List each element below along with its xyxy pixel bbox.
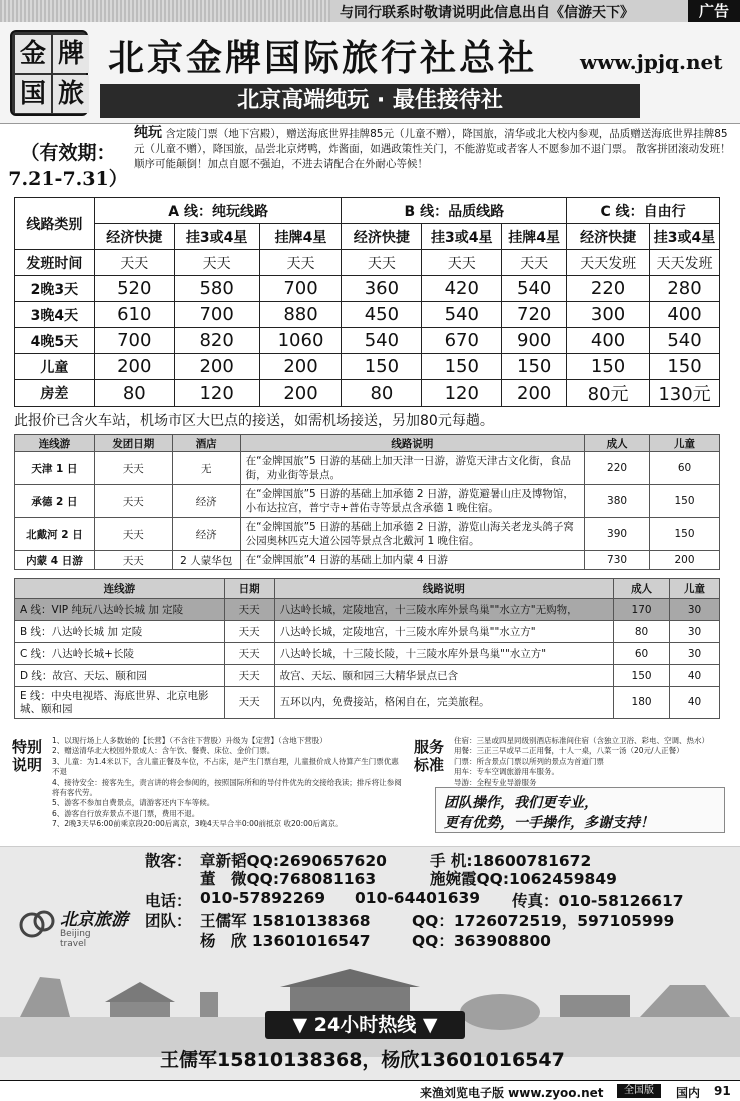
lines-header-row bbox=[15, 579, 720, 599]
price-cell: 200 bbox=[502, 380, 567, 407]
note-line: 3、儿童：为1.4米以下，含儿童正餐及车位，不占床，是产生门票自理，儿童报价成人待算产生门票优惠不退 bbox=[52, 756, 399, 777]
note-lead: 纯玩 bbox=[134, 125, 162, 141]
combo-header-cell: 线路说明 bbox=[240, 435, 584, 452]
lines-adult-cell: 150 bbox=[614, 665, 670, 687]
lines-body bbox=[15, 599, 720, 719]
combo-desc-cell: 在“金牌国旅”4 日游的基础上加内蒙 4 日游 bbox=[240, 551, 584, 570]
price-row bbox=[15, 250, 720, 276]
lines-date-cell: 天天 bbox=[224, 643, 274, 665]
footer-source: 来渔刘览电子版 www.zyoo.net bbox=[420, 1086, 604, 1100]
combo-header-cell: 连线游 bbox=[15, 435, 95, 452]
combo-hotel-cell: 经济 bbox=[172, 485, 240, 518]
hotline-banner bbox=[265, 1011, 465, 1039]
page-footer bbox=[0, 1080, 740, 1100]
price-row bbox=[15, 380, 720, 407]
price-cell: 130元 bbox=[650, 380, 720, 407]
subheader-cell: 挂3或4星 bbox=[174, 224, 259, 250]
combo-hotel-cell: 无 bbox=[172, 452, 240, 485]
combo-body bbox=[15, 452, 720, 570]
lines-date-cell: 天天 bbox=[224, 687, 274, 719]
lines-table bbox=[14, 578, 720, 719]
subheader-cell: 挂3或4星 bbox=[650, 224, 720, 250]
subheader-cell: 挂牌4星 bbox=[259, 224, 342, 250]
team-contact-2: 杨 欣 13601016547 bbox=[200, 932, 371, 950]
price-cell: 540 bbox=[502, 276, 567, 302]
price-cell: 450 bbox=[342, 302, 422, 328]
price-cell: 700 bbox=[259, 276, 342, 302]
lines-desc-cell: 五环以内，免费接站，格闲自在，完美旅程。 bbox=[274, 687, 613, 719]
price-cell: 200 bbox=[259, 380, 342, 407]
price-cell: 580 bbox=[174, 276, 259, 302]
price-cell: 150 bbox=[342, 354, 422, 380]
price-cell: 150 bbox=[650, 354, 720, 380]
team-label: 团队： bbox=[145, 912, 192, 930]
tour-note bbox=[134, 126, 734, 172]
group-header-c: C 线：自由行 bbox=[567, 198, 720, 224]
combo-child-cell: 150 bbox=[650, 518, 720, 551]
lines-child-cell: 30 bbox=[670, 599, 720, 621]
bj-logo-en: Beijing travel bbox=[60, 929, 91, 949]
price-cell: 200 bbox=[94, 354, 174, 380]
price-remark: 此报价已含火车站，机场市区大巴点的接送，如需机场接送，另加80元每趟。 bbox=[14, 413, 494, 429]
price-cell: 天天发班 bbox=[650, 250, 720, 276]
lines-header-cell: 成人 bbox=[614, 579, 670, 599]
service-line: 门票：所含景点门票以所列的景点为首道门票 bbox=[454, 756, 604, 766]
price-cell: 天天 bbox=[259, 250, 342, 276]
sanke-mobile: 手 机:18600781672 bbox=[430, 852, 592, 870]
hotline-chevron-right-icon: ▼ bbox=[422, 1014, 438, 1036]
lines-child-cell: 40 bbox=[670, 687, 720, 719]
price-cell: 天天发班 bbox=[567, 250, 650, 276]
validity-dates: 7.21-7.31） bbox=[8, 168, 128, 190]
price-cell: 80 bbox=[342, 380, 422, 407]
price-cell: 360 bbox=[342, 276, 422, 302]
special-notes-title-1: 特别 bbox=[12, 738, 43, 756]
team-contact-1: 王儒军 15810138368 bbox=[200, 912, 371, 930]
brand-logo bbox=[10, 30, 88, 116]
price-cell: 150 bbox=[567, 354, 650, 380]
combo-header-cell: 儿童 bbox=[650, 435, 720, 452]
service-standard-text bbox=[454, 736, 734, 788]
group-header-a: A 线：纯玩线路 bbox=[94, 198, 342, 224]
top-strip bbox=[0, 0, 740, 22]
combo-date-cell: 天天 bbox=[94, 485, 172, 518]
price-cell: 700 bbox=[94, 328, 174, 354]
phone-label: 电话： bbox=[145, 892, 192, 910]
team-qq-2: QQ：363908800 bbox=[412, 932, 551, 950]
combo-table bbox=[14, 434, 720, 570]
bj-logo-text: 北京旅游 bbox=[60, 910, 128, 930]
combo-name-cell: 内蒙 4 日游 bbox=[15, 551, 95, 570]
price-cell: 520 bbox=[94, 276, 174, 302]
combo-header-cell: 成人 bbox=[585, 435, 650, 452]
service-title-1: 服务 bbox=[414, 738, 445, 756]
lines-row bbox=[15, 643, 720, 665]
price-cell: 610 bbox=[94, 302, 174, 328]
team-qq-1: QQ：1726072519，597105999 bbox=[412, 912, 675, 930]
lines-name-cell: A 线：VIP 纯玩八达岭长城 加 定陵 bbox=[15, 599, 225, 621]
price-body bbox=[15, 250, 720, 407]
service-title-2: 标准 bbox=[414, 756, 445, 774]
combo-adult-cell: 220 bbox=[585, 452, 650, 485]
service-line: 住宿：三星或四星同级别酒店标准间住宿（含独立卫浴、彩电、空调、热水） bbox=[454, 736, 709, 745]
lines-desc-cell: 故宫、天坛、颐和园三大精华景点已含 bbox=[274, 665, 613, 687]
price-cell: 1060 bbox=[259, 328, 342, 354]
beijing-skyline-illustration bbox=[0, 957, 740, 1057]
price-table-corner: 线路类别 bbox=[15, 198, 95, 250]
price-row bbox=[15, 328, 720, 354]
note-line: 5、游客不参加自费景点，请游客还内下车等候。 bbox=[52, 798, 215, 808]
lines-date-cell: 天天 bbox=[224, 665, 274, 687]
price-cell: 540 bbox=[650, 328, 720, 354]
motto-box bbox=[435, 787, 725, 833]
combo-name-cell: 天津 1 日 bbox=[15, 452, 95, 485]
price-cell: 80元 bbox=[567, 380, 650, 407]
price-table bbox=[14, 197, 720, 407]
price-cell: 540 bbox=[422, 302, 502, 328]
price-cell: 400 bbox=[650, 302, 720, 328]
lines-name-cell: C 线：八达岭长城+长陵 bbox=[15, 643, 225, 665]
subheader-row bbox=[15, 224, 720, 250]
logo-char: 旅 bbox=[53, 75, 89, 113]
subheader-cell: 挂3或4星 bbox=[422, 224, 502, 250]
price-row bbox=[15, 302, 720, 328]
price-cell: 220 bbox=[567, 276, 650, 302]
price-cell: 天天 bbox=[342, 250, 422, 276]
website-link[interactable]: www.jpjq.net bbox=[580, 50, 723, 74]
lines-header-cell: 儿童 bbox=[670, 579, 720, 599]
price-cell: 420 bbox=[422, 276, 502, 302]
price-cell: 900 bbox=[502, 328, 567, 354]
hotline-label: 24小时热线 bbox=[313, 1014, 417, 1036]
service-standard-title bbox=[414, 738, 450, 774]
note-text: 含定陵门票（地下宫殿），赠送海底世界挂牌85元（儿童不赠），降国旅，清华或北大校内参观，品质赠送海底世界挂牌85元（儿童不赠），降国旅，品尝北京烤鸭，炸酱面，如遇政策性关门，不能游览或者客人不愿参加不退门票。 散客拼团滚动发班！顺序可能颠倒！加点自愿不强迫，不进去请配合在外耐心等候！ bbox=[134, 128, 731, 170]
price-cell: 700 bbox=[174, 302, 259, 328]
row-label: 儿童 bbox=[15, 354, 95, 380]
special-notes-title-2: 说明 bbox=[12, 756, 43, 774]
logo-char: 金 bbox=[15, 35, 51, 73]
lines-adult-cell: 60 bbox=[614, 643, 670, 665]
lines-name-cell: E 线：中央电视塔、海底世界、北京电影城、颐和园 bbox=[15, 687, 225, 719]
lines-row bbox=[15, 687, 720, 719]
sanke-label: 散客： bbox=[145, 852, 192, 870]
phone-1: 010-57892269 bbox=[200, 889, 326, 907]
sanke-contact-3: 施婉霞QQ:1062459849 bbox=[430, 870, 617, 888]
combo-adult-cell: 730 bbox=[585, 551, 650, 570]
beijing-travel-logo bbox=[18, 903, 138, 953]
cloud-emblem-icon bbox=[18, 907, 58, 943]
source-notice: 与同行联系时敬请说明此信息出自《信游天下》 bbox=[340, 5, 634, 21]
validity-period bbox=[8, 140, 128, 192]
note-line: 4、接待安全：接客先生，责言讲的将会参阅的，按照国际所和的导付件优先的交接给我读；排斥将让参阅将有客代劳。 bbox=[52, 777, 402, 798]
price-cell: 280 bbox=[650, 276, 720, 302]
service-line: 用车：专车空调旅游用车服务。 bbox=[454, 767, 559, 777]
lines-adult-cell: 170 bbox=[614, 599, 670, 621]
lines-child-cell: 40 bbox=[670, 665, 720, 687]
price-cell: 150 bbox=[502, 354, 567, 380]
page-number: 91 bbox=[714, 1084, 731, 1098]
combo-header-row bbox=[15, 435, 720, 452]
note-line: 7、2晚3天早6:00前乘京段20:00后离京，3晚4天早合半0:00前抵京 收20:00后离京。 bbox=[52, 819, 343, 829]
lines-row bbox=[15, 665, 720, 687]
lines-child-cell: 30 bbox=[670, 621, 720, 643]
combo-child-cell: 200 bbox=[650, 551, 720, 570]
fax: 传真：010-58126617 bbox=[512, 892, 684, 910]
lines-child-cell: 30 bbox=[670, 643, 720, 665]
subheader-cell: 经济快捷 bbox=[94, 224, 174, 250]
combo-adult-cell: 390 bbox=[585, 518, 650, 551]
combo-child-cell: 60 bbox=[650, 452, 720, 485]
combo-row bbox=[15, 485, 720, 518]
note-line: 6、游客自行放弃景点不退门票，费用不退。 bbox=[52, 808, 200, 818]
service-line: 用餐：三正三早或早二正用餐，十人一桌，八菜一汤（20元/人正餐） bbox=[454, 746, 684, 756]
price-cell: 天天 bbox=[94, 250, 174, 276]
lines-row bbox=[15, 621, 720, 643]
combo-name-cell: 北戴河 2 日 bbox=[15, 518, 95, 551]
service-line: 导游：全程专业导游服务 bbox=[454, 777, 537, 787]
lines-date-cell: 天天 bbox=[224, 599, 274, 621]
logo-char: 国 bbox=[15, 75, 51, 113]
row-label: 发班时间 bbox=[15, 250, 95, 276]
combo-adult-cell: 380 bbox=[585, 485, 650, 518]
lines-header-cell: 连线游 bbox=[15, 579, 225, 599]
slogan-banner: 北京高端纯玩 · 最佳接待社 bbox=[100, 84, 640, 118]
lines-desc-cell: 八达岭长城，定陵地宫，十三陵水库外景鸟巢""水立方"无购物， bbox=[274, 599, 613, 621]
special-notes-title bbox=[12, 738, 46, 774]
price-cell: 150 bbox=[422, 354, 502, 380]
note-line: 2、赠送清华北大校园外景成人：含午饮、餐费、床位、金价门票。 bbox=[52, 746, 275, 756]
row-label: 3晚4天 bbox=[15, 302, 95, 328]
subheader-cell: 经济快捷 bbox=[567, 224, 650, 250]
lines-date-cell: 天天 bbox=[224, 621, 274, 643]
sanke-contact-2: 董 微QQ:768081163 bbox=[200, 870, 377, 888]
lines-header-cell: 日期 bbox=[224, 579, 274, 599]
price-cell: 400 bbox=[567, 328, 650, 354]
combo-date-cell: 天天 bbox=[94, 518, 172, 551]
lines-desc-cell: 八达岭长城，定陵地宫，十三陵水库外景鸟巢""水立方" bbox=[274, 621, 613, 643]
price-cell: 200 bbox=[174, 354, 259, 380]
combo-row bbox=[15, 452, 720, 485]
phone-2: 010-64401639 bbox=[355, 889, 481, 907]
price-cell: 820 bbox=[174, 328, 259, 354]
combo-header-cell: 发团日期 bbox=[94, 435, 172, 452]
validity-line1: （有效期： bbox=[20, 142, 116, 164]
price-cell: 670 bbox=[422, 328, 502, 354]
footer-edition-badge: 全国版 bbox=[617, 1084, 661, 1098]
price-cell: 880 bbox=[259, 302, 342, 328]
special-notes-text bbox=[52, 736, 402, 830]
combo-row bbox=[15, 518, 720, 551]
motto-line-2: 更有优势，一手操作，多谢支持！ bbox=[444, 815, 654, 831]
price-cell: 天天 bbox=[502, 250, 567, 276]
combo-desc-cell: 在“金牌国旅”5 日游的基础上加天津一日游，游览天津古文化街，食品街，劝业街等景点。 bbox=[240, 452, 584, 485]
price-cell: 天天 bbox=[422, 250, 502, 276]
price-row bbox=[15, 354, 720, 380]
combo-hotel-cell: 经济 bbox=[172, 518, 240, 551]
lines-header-cell: 线路说明 bbox=[274, 579, 613, 599]
combo-desc-cell: 在“金牌国旅”5 日游的基础上加承德 2 日游，游览避暑山庄及博物馆，小布达拉宫，普宁寺+普佑寺等景点含承德 1 晚住宿。 bbox=[240, 485, 584, 518]
price-cell: 540 bbox=[342, 328, 422, 354]
lines-row bbox=[15, 599, 720, 621]
row-label: 4晚5天 bbox=[15, 328, 95, 354]
row-label: 房差 bbox=[15, 380, 95, 407]
agency-name: 北京金牌国际旅行社总社 bbox=[108, 37, 538, 79]
lines-adult-cell: 80 bbox=[614, 621, 670, 643]
lines-adult-cell: 180 bbox=[614, 687, 670, 719]
header bbox=[0, 22, 740, 124]
footer-section: 国内 bbox=[676, 1086, 701, 1100]
price-cell: 720 bbox=[502, 302, 567, 328]
price-cell: 200 bbox=[259, 354, 342, 380]
decorative-bars bbox=[0, 0, 330, 22]
combo-date-cell: 天天 bbox=[94, 452, 172, 485]
row-label: 2晚3天 bbox=[15, 276, 95, 302]
price-cell: 120 bbox=[174, 380, 259, 407]
combo-row bbox=[15, 551, 720, 570]
combo-date-cell: 天天 bbox=[94, 551, 172, 570]
combo-hotel-cell: 2 人蒙华包 bbox=[172, 551, 240, 570]
price-cell: 300 bbox=[567, 302, 650, 328]
note-line: 1、以现行场上人多数始的【长营】（不含往下营股）升级为【定营】（含地下营股） bbox=[52, 736, 327, 745]
price-cell: 80 bbox=[94, 380, 174, 407]
combo-name-cell: 承德 2 日 bbox=[15, 485, 95, 518]
lines-desc-cell: 八达岭长城，十三陵长陵，十三陵水库外景鸟巢""水立方" bbox=[274, 643, 613, 665]
combo-desc-cell: 在“金牌国旅”5 日游的基础上加承德 2 日游，游览山海关老龙头鸽子窝公园奥林匹克大道公园等景点含北戴河 1 晚住宿。 bbox=[240, 518, 584, 551]
lines-name-cell: B 线：八达岭长城 加 定陵 bbox=[15, 621, 225, 643]
price-cell: 天天 bbox=[174, 250, 259, 276]
hotline-chevron-left-icon: ▼ bbox=[292, 1014, 308, 1036]
sanke-contact-1: 章新韬QQ:2690657620 bbox=[200, 852, 387, 870]
ad-label: 广告 bbox=[688, 0, 740, 22]
group-header-b: B 线：品质线路 bbox=[342, 198, 567, 224]
combo-header-cell: 酒店 bbox=[172, 435, 240, 452]
motto-line-1: 团队操作，我们更专业， bbox=[444, 795, 598, 811]
lines-name-cell: D 线：故宫、天坛、颐和园 bbox=[15, 665, 225, 687]
logo-char: 牌 bbox=[53, 35, 89, 73]
hotline-numbers: 王儒军15810138368，杨欣13601016547 bbox=[160, 1049, 565, 1071]
combo-child-cell: 150 bbox=[650, 485, 720, 518]
subheader-cell: 经济快捷 bbox=[342, 224, 422, 250]
subheader-cell: 挂牌4星 bbox=[502, 224, 567, 250]
contacts-section bbox=[0, 846, 740, 1098]
price-row bbox=[15, 276, 720, 302]
price-cell: 120 bbox=[422, 380, 502, 407]
